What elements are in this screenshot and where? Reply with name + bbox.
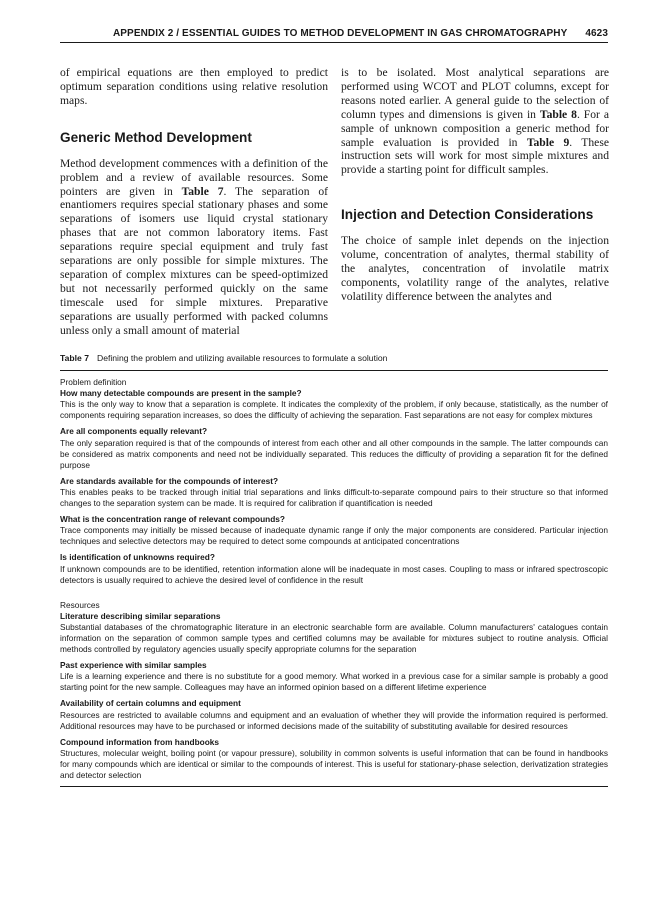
entry-answer: Resources are restricted to available columns and equipment and an evaluation of whether they will provide the information required is performed. Additional resources may have to be purchased or informed decisions made of the suitability of substituting available for desired resources [60,709,608,731]
page-number: 4623 [585,28,608,39]
text-run: Method development commences with a definition of the problem and a review of available resources. Some pointers are given in [60,156,328,198]
table-entry [60,388,608,421]
table-entry [60,476,608,509]
entry-answer: If unknown compounds are to be identified, retention information alone will be inadequate in most cases. Coupling to mass or infrared spectroscopic detectors is usually required to achieve the desired level of confidence in the result [60,563,608,585]
table-group-resources [60,594,608,781]
intro-paragraph: of empirical equations are then employed to predict optimum separation conditions using relative resolution maps. [60,66,328,107]
entry-question: Is identification of unknowns required? [60,552,215,563]
running-header [60,28,608,43]
table-7-reference: Table 7 [181,184,224,198]
table-caption-text: Defining the problem and utilizing available resources to formulate a solution [96,353,388,363]
column-selection-paragraph [341,66,609,177]
generic-method-paragraph [60,157,328,338]
entry-question: Past experience with similar samples [60,660,207,671]
table-8-reference: Table 8 [539,107,577,121]
text-run: is to be isolated. Most analytical separations are performed using WCOT and PLOT columns, except for reasons noted earlier. A general guide to the selection of column types and dimensions is given in [341,66,609,121]
table-9-reference: Table 9 [526,135,570,149]
entry-answer: Substantial databases of the chromatographic literature in an electronic searchable form are available. Column manufacturers' catalogues contain information on the separation of common sample types and certified columns may be available for mixtures subject to routine analysis. Official methods controlled by regulatory agencies usually specify appropriate columns for the separation [60,621,608,655]
entry-question: What is the concentration range of relevant compounds? [60,514,285,525]
entry-answer: The only separation required is that of the compounds of interest from each other and all other compounds in the sample. The latter compounds can be considered as matrix components and need not be individually separated. This reduces the difficulty of providing a separation fit for the defined purpose [60,437,608,470]
text-run: . These instruction sets will work for most simple mixtures and provide a starting point for difficult samples. [341,135,609,177]
right-column [341,66,609,304]
section-heading-injection-detection: Injection and Detection Considerations [341,207,594,223]
entry-answer: Life is a learning experience and there is no substitute for a good memory. What worked in a previous case for a similar sample is probably a good starting point for the new sample. Colleagues may have an informed opinion based on a different lifetime experience [60,671,608,693]
table-caption [60,353,608,370]
entry-answer: Trace components may initially be missed because of inadequate dynamic range if only the major components are considered. Particular injection techniques and selective detectors may be required to detect some compounds at anticipated concentrations [60,525,608,547]
injection-paragraph: The choice of sample inlet depends on the injection volume, concentration of analytes, thermal stability of the analytes, concentration of involatile matrix components, volatility range of the analytes, relative volatility difference between the analytes and [341,234,609,303]
entry-question: Are all components equally relevant? [60,426,208,437]
text-run: . The separation of enantiomers requires special stationary phases and some separations of isomers use liquid crystal stationary phases that are not common laboratory items. Fast separations require special equipment and truly fast separations are only possible for simple mixtures. The separation of complex mixtures can be speed-optimized but not necessarily performed quickly on the same timescale used for simple mixtures. Preparative separations are usually performed with packed columns unless only a small amount of material [60,184,328,337]
group-label: Resources [60,599,100,610]
entry-question: Availability of certain columns and equipment [60,698,241,709]
text-run: . For a sample of unknown composition a generic method for sample evaluation is provided in [341,107,609,149]
table-group-problem-definition [60,371,608,586]
entry-question: Literature describing similar separations [60,610,221,621]
table-entry [60,426,608,470]
table-7 [60,353,608,787]
left-column [60,66,328,338]
entry-answer: This is the only way to know that a separation is complete. It indicates the complexity of the problem, if only because, statistically, as the number of components requiring separation increases, so does the difficulty of achieving the separation. Fast separations are not easy for complex mixtures [60,399,608,421]
entry-answer: Structures, molecular weight, boiling point (or vapour pressure), solubility in common solvents is useful information that can be found in handbooks for many compounds which are identical or similar to the compounds of interest. This is useful for stationary-phase selection, derivatization strategies and detector selection [60,747,608,780]
entry-question: How many detectable compounds are present in the sample? [60,388,302,399]
running-title: APPENDIX 2 / ESSENTIAL GUIDES TO METHOD DEVELOPMENT IN GAS CHROMATOGRAPHY [112,28,568,39]
table-entry [60,737,608,781]
section-heading-generic-method: Generic Method Development [60,129,252,145]
entry-answer: This enables peaks to be tracked through initial trial separations and links difficult-to-separate compound pairs to their structure so that informed changes to the separation system can be made. It is required for calibration if quantification is needed [60,486,608,509]
table-label: Table 7 [60,353,89,363]
group-label: Problem definition [60,377,127,388]
table-bottom-rule [60,786,608,787]
table-entry [60,698,608,731]
table-entry [60,552,608,585]
entry-question: Compound information from handbooks [60,736,220,747]
table-entry [60,514,608,547]
table-entry [60,660,608,693]
entry-question: Are standards available for the compounds of interest? [60,475,279,486]
table-entry [60,611,608,655]
